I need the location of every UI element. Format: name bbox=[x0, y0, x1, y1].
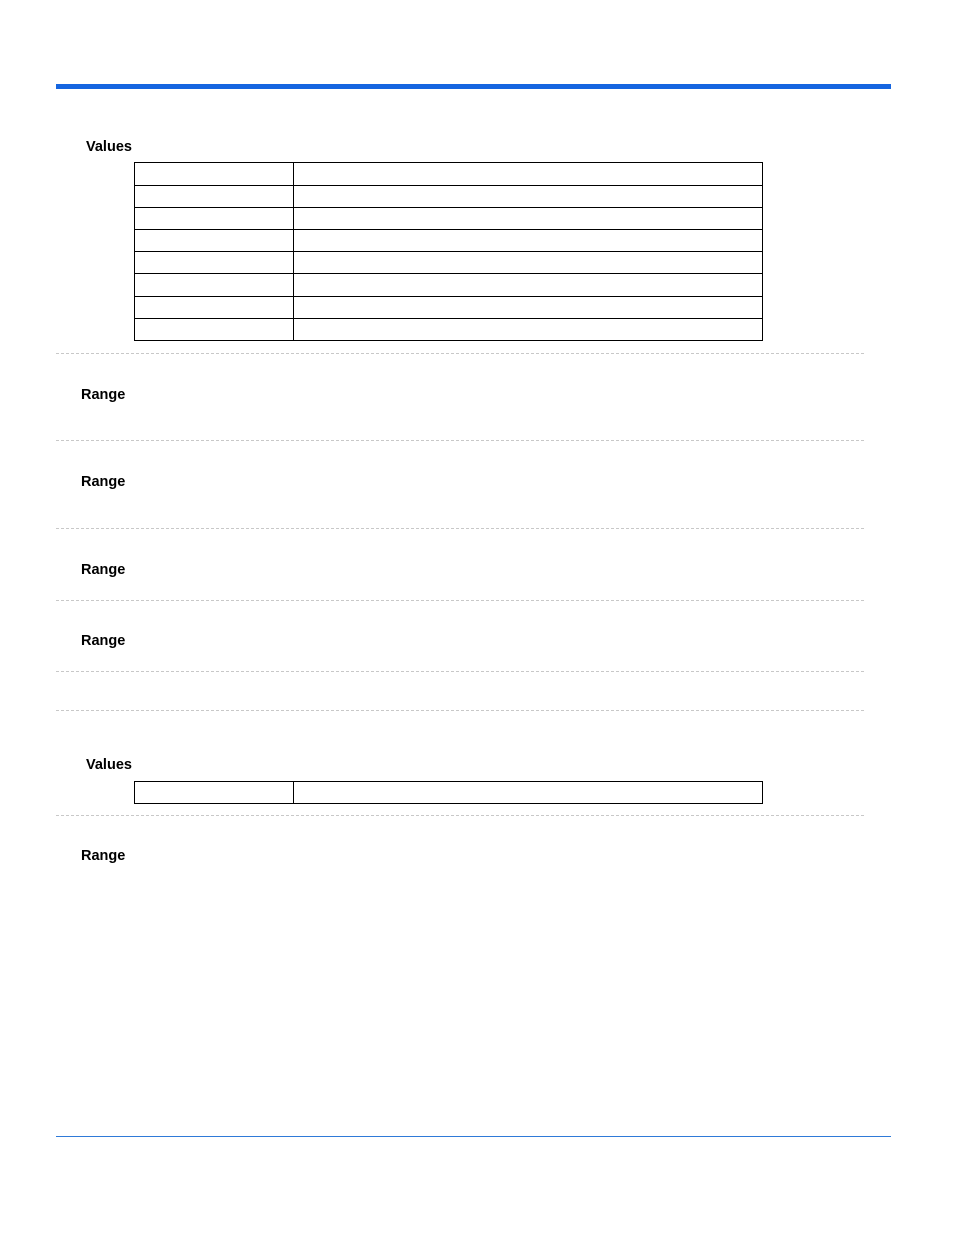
table-cell-value bbox=[294, 297, 763, 319]
values-table bbox=[134, 781, 763, 804]
values-label: Values bbox=[86, 139, 132, 155]
table-row bbox=[135, 163, 763, 186]
table-cell-key bbox=[135, 230, 294, 252]
table-row bbox=[135, 186, 763, 208]
table-row bbox=[135, 274, 763, 297]
range-label: Range bbox=[81, 562, 126, 578]
table-cell-key bbox=[135, 208, 294, 230]
table-row bbox=[135, 297, 763, 319]
table-row bbox=[135, 230, 763, 252]
table-cell-value bbox=[294, 252, 763, 274]
footer-rule bbox=[56, 1136, 891, 1137]
section-separator bbox=[56, 710, 864, 711]
section-separator bbox=[56, 353, 864, 354]
table-cell-key bbox=[135, 297, 294, 319]
table-cell-value bbox=[294, 319, 763, 341]
section-separator bbox=[56, 815, 864, 816]
section-separator bbox=[56, 440, 864, 441]
table-cell-value bbox=[294, 163, 763, 186]
table-cell-key bbox=[135, 782, 294, 804]
values-table bbox=[134, 162, 763, 341]
header-rule bbox=[56, 84, 891, 89]
range-label: Range bbox=[81, 848, 126, 864]
table-cell-value bbox=[294, 782, 763, 804]
table-cell-key bbox=[135, 163, 294, 186]
range-label: Range bbox=[81, 474, 126, 490]
table-cell-value bbox=[294, 186, 763, 208]
section-separator bbox=[56, 600, 864, 601]
range-label: Range bbox=[81, 633, 126, 649]
table-cell-value bbox=[294, 274, 763, 297]
table-row bbox=[135, 252, 763, 274]
table-cell-value bbox=[294, 208, 763, 230]
table-cell-key bbox=[135, 274, 294, 297]
table-row bbox=[135, 208, 763, 230]
range-label: Range bbox=[81, 387, 126, 403]
table-cell-key bbox=[135, 252, 294, 274]
section-separator bbox=[56, 671, 864, 672]
section-separator bbox=[56, 528, 864, 529]
table-row bbox=[135, 782, 763, 804]
values-label: Values bbox=[86, 757, 132, 773]
table-row bbox=[135, 319, 763, 341]
table-cell-value bbox=[294, 230, 763, 252]
table-cell-key bbox=[135, 186, 294, 208]
table-cell-key bbox=[135, 319, 294, 341]
